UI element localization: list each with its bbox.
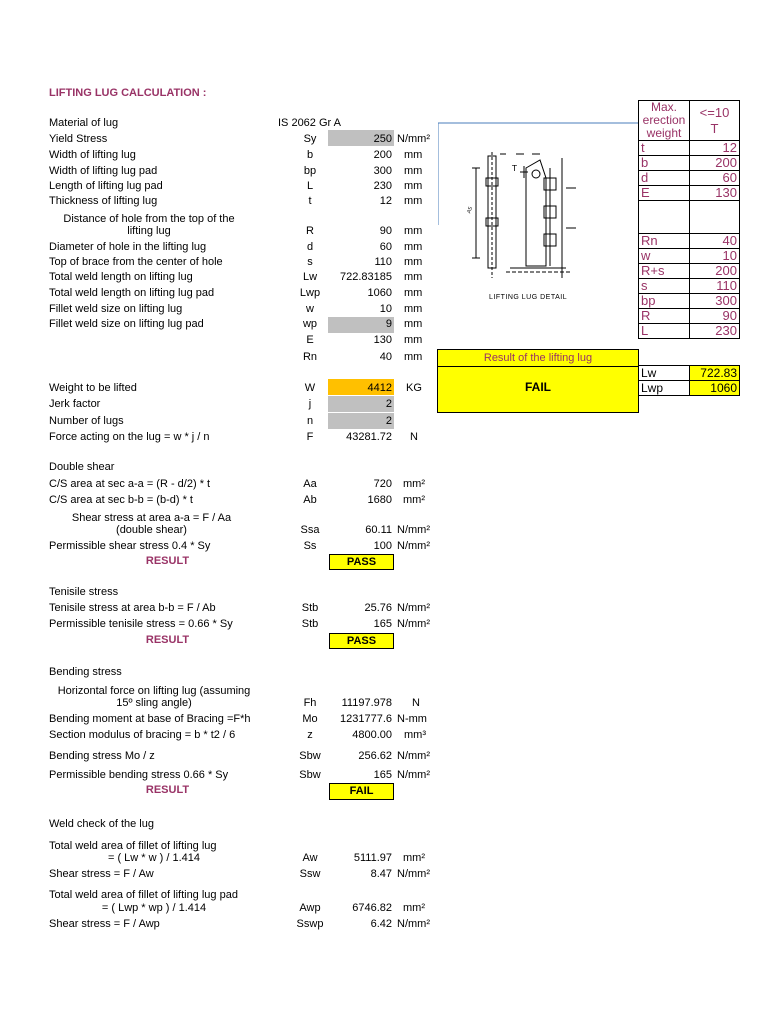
- max-weight-limit: <=10: [699, 104, 730, 120]
- row-unit: N: [412, 697, 420, 709]
- side-parameter-table: [638, 100, 740, 339]
- row-unit: mm²: [403, 478, 425, 490]
- row-label: Total weld area of fillet of lifting lug: [49, 840, 217, 852]
- side-key: R: [639, 309, 690, 324]
- row-label: Number of lugs: [49, 415, 124, 427]
- row-value: 300: [373, 165, 392, 177]
- row-label-line2: = ( Lwp * wp ) / 1.414: [101, 902, 207, 914]
- weld-key: Lwp: [639, 381, 690, 396]
- row-unit: N/mm²: [397, 602, 430, 614]
- weld-value: 722.83: [690, 366, 740, 381]
- row-unit: mm²: [403, 852, 425, 864]
- row-symbol: W: [304, 382, 316, 394]
- row-value: 10: [379, 303, 392, 315]
- row-symbol: Ssw: [299, 868, 321, 880]
- row-unit: mm: [404, 287, 423, 299]
- row-unit: N/mm²: [397, 618, 430, 630]
- side-value: 130: [690, 186, 740, 201]
- row-value: 5111.97: [353, 852, 392, 864]
- row-value: 1680: [367, 494, 392, 506]
- side-key: w: [639, 249, 690, 264]
- row-unit: N/mm²: [397, 868, 430, 880]
- row-label: Permissible shear stress 0.4 * Sy: [49, 540, 211, 552]
- side-value: 230: [690, 324, 740, 339]
- row-symbol: Mo: [302, 713, 318, 725]
- side-key: t: [639, 141, 690, 156]
- row-value: 256.62: [358, 750, 392, 762]
- row-label: Diameter of hole in the lifting lug: [49, 241, 207, 253]
- row-label: Fillet weld size on lifting lug: [49, 303, 183, 315]
- row-symbol: Rn: [302, 351, 318, 363]
- row-symbol: E: [306, 334, 314, 346]
- row-label: Horizontal force on lifting lug (assuming: [57, 685, 251, 697]
- row-unit: mm: [404, 351, 423, 363]
- row-label: Bending stress Mo / z: [49, 750, 155, 762]
- row-value: 90: [379, 225, 392, 237]
- row-label: Distance of hole from the top of the: [63, 213, 235, 225]
- section-heading: Double shear: [49, 461, 115, 473]
- result-label: RESULT: [145, 784, 190, 796]
- side-key: b: [639, 156, 690, 171]
- row-symbol: Ab: [303, 494, 317, 506]
- row-value: 60.11: [365, 524, 392, 536]
- row-label: Bending moment at base of Bracing =F*h: [49, 713, 251, 725]
- row-unit: N/mm²: [397, 524, 430, 536]
- row-symbol: Sy: [303, 133, 317, 145]
- row-unit: mm: [404, 303, 423, 315]
- row-label: C/S area at sec a-a = (R - d/2) * t: [49, 478, 211, 490]
- row-label: Yield Stress: [49, 133, 108, 145]
- row-label: C/S area at sec b-b = (b-d) * t: [49, 494, 193, 506]
- row-symbol: Aa: [303, 478, 317, 490]
- row-symbol: wp: [302, 318, 318, 330]
- row-label: Total weld length on lifting lug pad: [49, 287, 215, 299]
- row-label: Weight to be lifted: [49, 382, 137, 394]
- row-value: 2: [385, 398, 392, 410]
- side-key: L: [639, 324, 690, 339]
- row-value: 250: [373, 133, 392, 145]
- row-label: Length of lifting lug pad: [49, 180, 163, 192]
- row-label: Shear stress at area a-a = F / Aa: [71, 512, 232, 524]
- row-unit: mm: [404, 318, 423, 330]
- row-value: IS 2062 Gr A: [278, 117, 341, 129]
- row-unit: mm: [404, 195, 423, 207]
- result-label: RESULT: [145, 555, 190, 567]
- row-value: 60: [379, 241, 392, 253]
- max-erection-weight-value: [690, 101, 740, 141]
- row-label-line2: = ( Lw * w ) / 1.414: [107, 852, 200, 864]
- row-symbol: L: [306, 180, 314, 192]
- row-value: 230: [373, 180, 392, 192]
- side-spacer: [639, 201, 690, 234]
- row-label: Shear stress = F / Awp: [49, 918, 160, 930]
- row-value: 100: [373, 540, 392, 552]
- row-value: 110: [374, 256, 392, 268]
- row-symbol: n: [306, 415, 314, 427]
- header-line-3: weight: [646, 126, 682, 140]
- row-value: 12: [379, 195, 392, 207]
- row-symbol: Sbw: [299, 750, 321, 762]
- section-heading: Tenisile stress: [49, 586, 119, 598]
- side-spacer: [690, 201, 740, 234]
- row-label: Thickness of lifting lug: [49, 195, 158, 207]
- lug-result-title: Result of the lifting lug: [438, 350, 638, 367]
- side-key: E: [639, 186, 690, 201]
- row-symbol: Stb: [301, 618, 319, 630]
- row-unit: mm: [404, 241, 423, 253]
- side-value: 40: [690, 234, 740, 249]
- weld-length-table: [638, 365, 740, 396]
- row-value: 165: [373, 618, 392, 630]
- row-label: Permissible bending stress 0.66 * Sy: [49, 769, 229, 781]
- header-line-2: erection: [642, 113, 686, 127]
- row-symbol: Stb: [301, 602, 319, 614]
- row-unit: mm: [404, 225, 423, 237]
- row-value: 9: [385, 318, 392, 330]
- row-label-line2: 15º sling angle): [116, 697, 192, 709]
- row-label: Width of lifting lug pad: [49, 165, 158, 177]
- side-key: s: [639, 279, 690, 294]
- row-label-line2: lifting lug: [127, 225, 171, 237]
- row-value: 4800.00: [352, 729, 392, 741]
- row-value: 1060: [367, 287, 392, 299]
- side-value: 10: [690, 249, 740, 264]
- side-value: 300: [690, 294, 740, 309]
- weld-value: 1060: [690, 381, 740, 396]
- row-unit: N/mm²: [397, 750, 430, 762]
- row-value: 1231777.6: [340, 713, 392, 725]
- row-symbol: z: [307, 729, 313, 741]
- side-value: 90: [690, 309, 740, 324]
- svg-text:AS: AS: [466, 206, 475, 215]
- row-symbol: Awp: [299, 902, 321, 914]
- row-value: 6746.82: [352, 902, 392, 914]
- row-label: Section modulus of bracing = b * t2 / 6: [49, 729, 236, 741]
- row-symbol: d: [306, 241, 314, 253]
- row-unit: KG: [406, 382, 422, 394]
- row-value: 4412: [367, 382, 392, 394]
- row-symbol: Sbw: [299, 769, 321, 781]
- row-symbol: bp: [303, 165, 317, 177]
- row-label: Width of lifting lug: [49, 149, 136, 161]
- row-unit: mm³: [404, 729, 426, 741]
- side-value: 12: [690, 141, 740, 156]
- row-symbol: F: [306, 431, 314, 443]
- row-value: 11197.978: [341, 697, 392, 709]
- row-unit: mm: [404, 271, 423, 283]
- row-label-line2: (double shear): [116, 524, 187, 536]
- row-value: 43281.72: [346, 431, 392, 443]
- lug-result-box: [437, 349, 639, 413]
- side-key: bp: [639, 294, 690, 309]
- row-symbol: j: [308, 398, 312, 410]
- row-label: Jerk factor: [49, 398, 101, 410]
- row-unit: mm: [404, 334, 423, 346]
- row-label: Force acting on the lug = w * j / n: [49, 431, 210, 443]
- row-unit: N-mm: [397, 713, 427, 725]
- row-value: 722.83185: [340, 271, 392, 283]
- row-symbol: t: [308, 195, 312, 207]
- row-value: 2: [385, 415, 392, 427]
- row-label: Fillet weld size on lifting lug pad: [49, 318, 204, 330]
- row-unit: mm: [404, 256, 423, 268]
- result-badge-bending: FAIL: [329, 783, 394, 800]
- row-unit: N/mm²: [397, 918, 430, 930]
- max-erection-weight-header: [639, 101, 690, 141]
- row-unit: N/mm²: [397, 769, 430, 781]
- max-weight-unit: T: [710, 120, 719, 136]
- row-symbol: Lwp: [299, 287, 321, 299]
- row-symbol: b: [306, 149, 314, 161]
- row-label: Top of brace from the center of hole: [49, 256, 223, 268]
- row-unit: N/mm²: [397, 133, 430, 145]
- row-label: Total weld length on lifting lug: [49, 271, 193, 283]
- row-value: 720: [373, 478, 392, 490]
- result-label: RESULT: [145, 634, 190, 646]
- row-symbol: w: [306, 303, 314, 315]
- side-value: 200: [690, 156, 740, 171]
- row-value: 40: [379, 351, 392, 363]
- section-heading: Weld check of the lug: [49, 818, 154, 830]
- side-value: 200: [690, 264, 740, 279]
- row-symbol: Sswp: [296, 918, 324, 930]
- row-unit: mm²: [403, 494, 425, 506]
- row-label: Material of lug: [49, 117, 119, 129]
- row-value: 165: [373, 769, 392, 781]
- row-symbol: Lw: [302, 271, 318, 283]
- side-value: 60: [690, 171, 740, 186]
- row-unit: mm: [404, 180, 423, 192]
- svg-text:T: T: [512, 164, 517, 173]
- page-title: LIFTING LUG CALCULATION :: [49, 87, 207, 99]
- row-label: Permissible tenisile stress = 0.66 * Sy: [49, 618, 233, 630]
- drawing-caption: LIFTING LUG DETAIL: [489, 294, 568, 301]
- weld-key: Lw: [639, 366, 690, 381]
- side-key: R+s: [639, 264, 690, 279]
- row-symbol: R: [306, 225, 314, 237]
- row-symbol: Ssa: [300, 524, 320, 536]
- side-key: d: [639, 171, 690, 186]
- row-unit: mm: [404, 149, 423, 161]
- result-badge-shear: PASS: [329, 554, 394, 570]
- section-heading: Bending stress: [49, 666, 122, 678]
- row-unit: mm²: [403, 902, 425, 914]
- lug-result-value: FAIL: [525, 380, 551, 394]
- row-symbol: s: [307, 256, 313, 268]
- row-symbol: Aw: [302, 852, 318, 864]
- row-unit: N/mm²: [397, 540, 430, 552]
- result-badge-tensile: PASS: [329, 633, 394, 649]
- lifting-lug-drawing: [466, 148, 590, 308]
- row-label: Total weld area of fillet of lifting lug pad: [49, 889, 238, 901]
- row-symbol: Fh: [303, 697, 317, 709]
- row-unit: mm: [404, 165, 423, 177]
- row-label: Shear stress = F / Aw: [49, 868, 154, 880]
- row-symbol: Ss: [303, 540, 317, 552]
- row-label: Tenisile stress at area b-b = F / Ab: [49, 602, 216, 614]
- side-value: 110: [690, 279, 740, 294]
- row-value: 25.76: [364, 602, 392, 614]
- row-value: 200: [373, 149, 392, 161]
- row-value: 130: [373, 334, 392, 346]
- header-line-1: Max.: [650, 100, 677, 114]
- row-value: 8.47: [370, 868, 392, 880]
- row-unit: N: [410, 431, 418, 443]
- row-value: 6.42: [370, 918, 392, 930]
- side-key: Rn: [639, 234, 690, 249]
